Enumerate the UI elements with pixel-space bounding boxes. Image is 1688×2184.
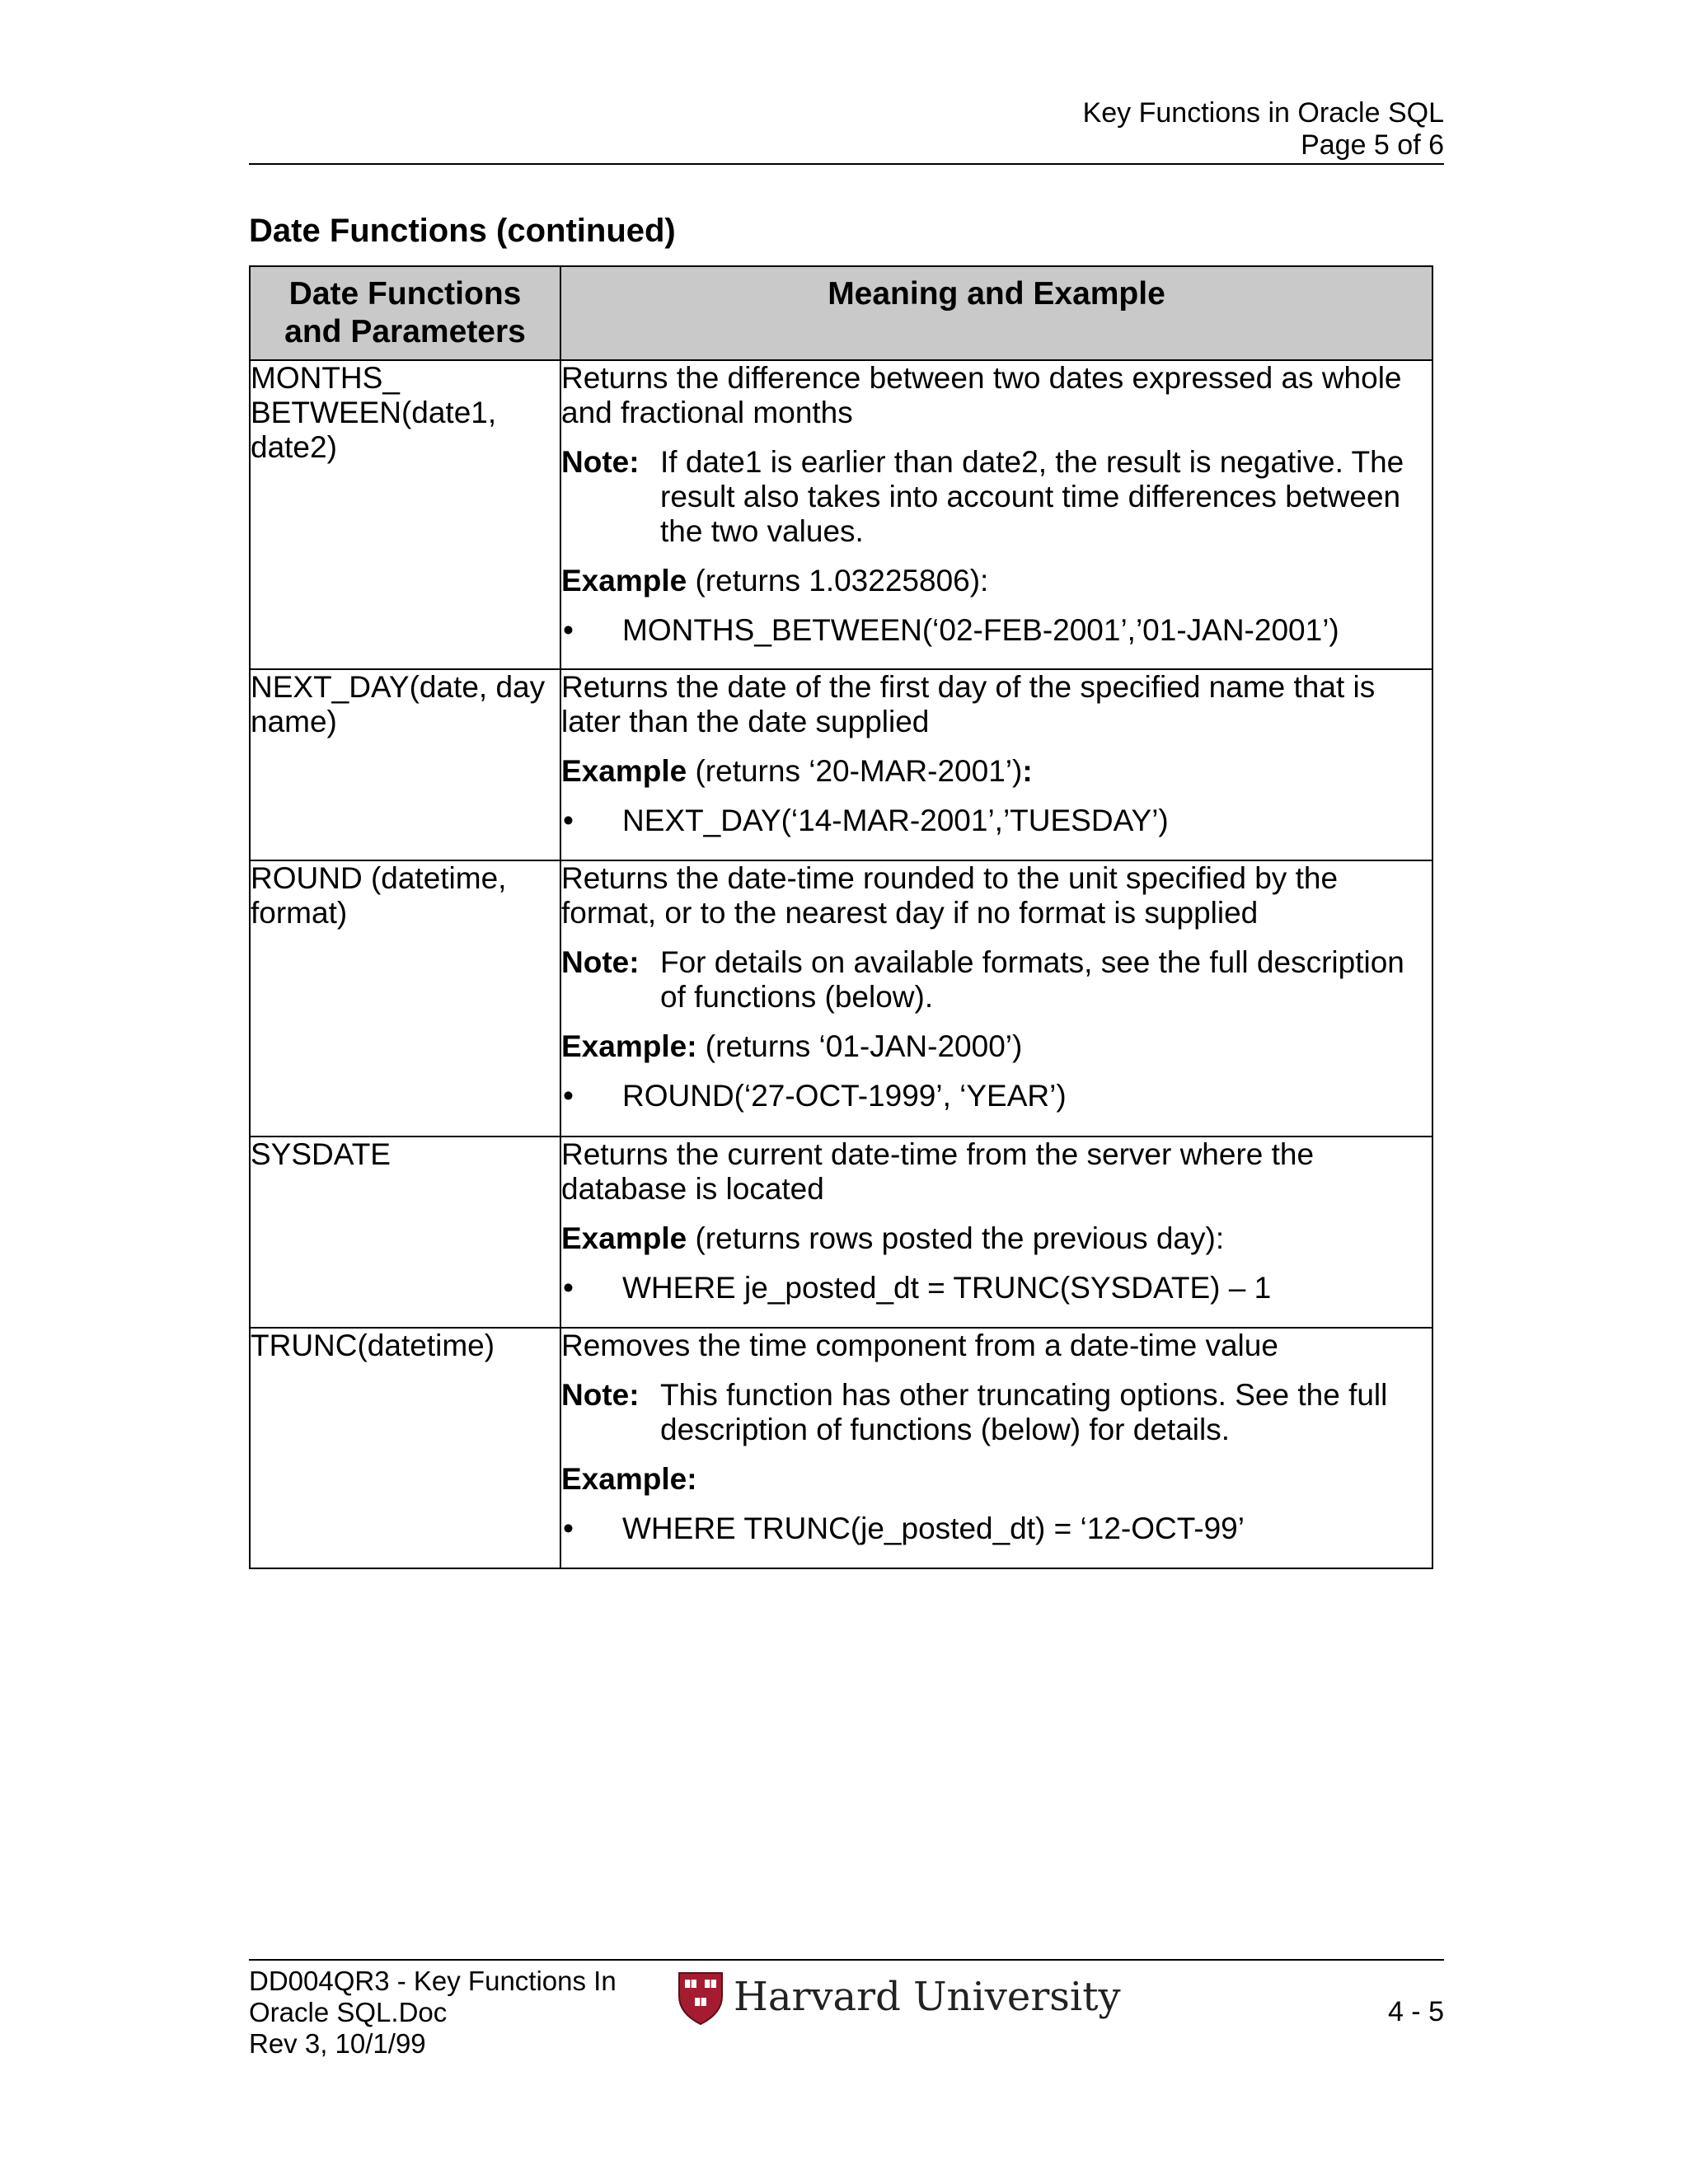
footer-filename-line2: Oracle SQL.Doc	[249, 1997, 448, 2027]
example-line	[561, 1221, 1432, 1256]
example-line	[561, 564, 1432, 598]
harvard-logo	[674, 1968, 1121, 2026]
footer-divider	[249, 1959, 1444, 1961]
harvard-shield-icon	[674, 1968, 727, 2026]
example-text: (returns 1.03225806):	[687, 564, 989, 598]
example-colon: :	[1022, 754, 1033, 788]
note-text: This function has other truncating options. See the full description of functions (below) for details.	[660, 1378, 1388, 1446]
table-row	[250, 360, 1432, 669]
example-code: MONTHS_BETWEEN(‘02-FEB-2001’,’01-JAN-2001’)	[622, 613, 1339, 647]
example-label: Example	[561, 1221, 687, 1255]
function-name: MONTHS_ BETWEEN(date1, date2)	[250, 360, 560, 669]
example-bullet	[561, 1271, 1432, 1305]
date-functions-table	[249, 265, 1433, 1569]
example-bullet	[561, 1511, 1432, 1546]
function-name: SYSDATE	[250, 1137, 560, 1328]
function-description: Removes the time component from a date-time value	[561, 1329, 1278, 1362]
function-description-cell	[560, 360, 1432, 669]
function-description: Returns the difference between two dates expressed as whole and fractional months	[561, 361, 1402, 429]
section-title: Date Functions (continued)	[249, 213, 676, 249]
column-header-functions: Date Functions and Parameters	[250, 266, 560, 360]
table-row	[250, 860, 1432, 1137]
bullet-icon: •	[563, 1511, 574, 1545]
function-description-cell	[560, 1328, 1432, 1568]
footer-document-info	[249, 1966, 617, 2060]
example-line	[561, 754, 1432, 789]
example-label: Example	[561, 754, 687, 788]
note-text: For details on available formats, see the full description of functions (below).	[660, 945, 1404, 1014]
table-row	[250, 1328, 1432, 1568]
function-description-cell	[560, 860, 1432, 1137]
function-description-cell	[560, 1137, 1432, 1328]
table-row	[250, 1137, 1432, 1328]
function-description: Returns the current date-time from the server where the database is located	[561, 1137, 1315, 1206]
university-name: Harvard University	[734, 1974, 1121, 2020]
column-header-meaning: Meaning and Example	[560, 266, 1432, 360]
footer-filename-line1: DD004QR3 - Key Functions In	[249, 1966, 617, 1996]
note-label: Note:	[561, 945, 640, 979]
function-name: ROUND (datetime, format)	[250, 860, 560, 1137]
bullet-icon: •	[563, 613, 574, 647]
footer-revision: Rev 3, 10/1/99	[249, 2028, 426, 2059]
bullet-icon: •	[563, 804, 574, 837]
example-line	[561, 1029, 1432, 1064]
function-description: Returns the date-time rounded to the unit specified by the format, or to the nearest day if no format is supplied	[561, 861, 1339, 930]
example-line	[561, 1462, 1432, 1497]
table-row	[250, 669, 1432, 860]
example-bullet	[561, 804, 1432, 838]
example-bullet	[561, 1079, 1432, 1113]
function-description: Returns the date of the first day of the specified name that is later than the date supplied	[561, 670, 1376, 738]
page-header	[249, 97, 1444, 165]
footer-page-number: 4 - 5	[1387, 1996, 1444, 2027]
function-name: NEXT_DAY(date, day name)	[250, 669, 560, 860]
note-label: Note:	[561, 445, 640, 479]
note-text: If date1 is earlier than date2, the result is negative. The result also takes into account time differences between the two values.	[660, 445, 1404, 548]
note	[561, 445, 1432, 549]
example-label: Example:	[561, 1462, 697, 1496]
note	[561, 1378, 1432, 1447]
function-description-cell	[560, 669, 1432, 860]
example-text: (returns ‘20-MAR-2001’)	[687, 754, 1023, 788]
example-text: (returns rows posted the previous day):	[687, 1221, 1225, 1255]
function-name: TRUNC(datetime)	[250, 1328, 560, 1568]
example-label: Example	[561, 564, 687, 598]
example-code: WHERE TRUNC(je_posted_dt) = ‘12-OCT-99’	[622, 1511, 1245, 1545]
page-indicator: Page 5 of 6	[1301, 129, 1444, 161]
example-code: WHERE je_posted_dt = TRUNC(SYSDATE) – 1	[622, 1271, 1272, 1305]
note	[561, 945, 1432, 1015]
example-code: NEXT_DAY(‘14-MAR-2001’,’TUESDAY’)	[622, 804, 1169, 837]
example-text: (returns ‘01-JAN-2000’)	[696, 1029, 1023, 1063]
bullet-icon: •	[563, 1271, 574, 1305]
table-header-row	[250, 266, 1432, 360]
bullet-icon: •	[563, 1079, 574, 1113]
example-code: ROUND(‘27-OCT-1999’, ‘YEAR’)	[622, 1079, 1067, 1113]
document-title: Key Functions in Oracle SQL	[1082, 97, 1444, 129]
note-label: Note:	[561, 1378, 640, 1412]
example-bullet	[561, 613, 1432, 648]
example-label: Example:	[561, 1029, 697, 1063]
